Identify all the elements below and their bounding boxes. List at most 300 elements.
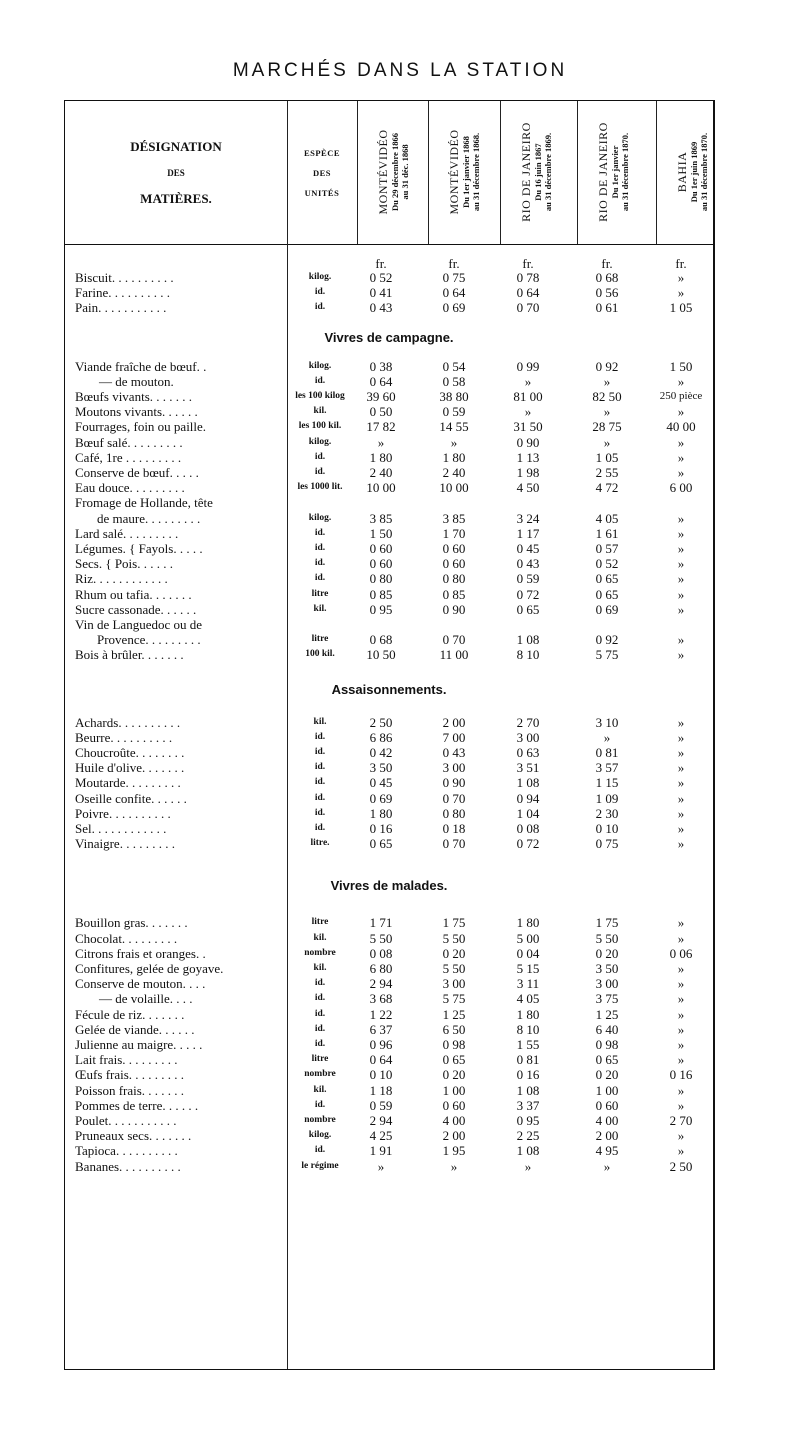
- location-header-text: [675, 105, 709, 239]
- item-name: Tapioca. . . . . . . . . .: [75, 1143, 178, 1159]
- item-name: Moutarde. . . . . . . . .: [75, 775, 181, 791]
- price-value: 0 60: [442, 541, 466, 556]
- location-date-from: Du 1er janvier 1868: [461, 136, 471, 208]
- price-value: 1 17: [516, 525, 540, 541]
- price-value: 1 80: [516, 915, 540, 931]
- price-value: 0 63: [516, 745, 540, 760]
- price-value: 0 70: [516, 300, 540, 316]
- price-value: 4 00: [595, 1113, 619, 1128]
- price-value: 3 50: [369, 760, 393, 776]
- price-value: 2 00: [442, 714, 466, 730]
- item-name: Vin de Languedoc ou de: [75, 617, 203, 632]
- item-name: Bouillon gras. . . . . . .: [75, 915, 188, 931]
- table-row: [65, 1098, 713, 1113]
- item-name: Secs. { Pois. . . . . .: [75, 556, 173, 572]
- price-value: 0 65: [442, 1052, 466, 1068]
- price-value: »: [677, 285, 685, 301]
- price-value: 0 64: [369, 373, 393, 389]
- price-value: »: [677, 525, 685, 541]
- item-name: Sel. . . . . . . . . . . .: [75, 821, 167, 836]
- price-value: 0 64: [369, 1052, 393, 1068]
- price-value: 3 00: [442, 976, 466, 992]
- item-name: Fromage de Hollande, tête: [75, 495, 213, 511]
- item-name: Moutons vivants. . . . . .: [75, 404, 198, 420]
- price-value: 0 54: [442, 358, 466, 374]
- item-unit: id.: [314, 823, 326, 833]
- item-unit: litre: [311, 1054, 329, 1065]
- table-row: [65, 915, 713, 930]
- price-value: »: [603, 434, 611, 450]
- price-value: 0 10: [369, 1067, 393, 1083]
- item-name: Poisson frais. . . . . . .: [75, 1082, 185, 1098]
- price-value: 0 69: [369, 790, 393, 806]
- price-value: »: [377, 434, 385, 450]
- price-value: 2 50: [369, 714, 393, 730]
- price-value: »: [677, 1021, 685, 1037]
- item-unit: id.: [314, 558, 326, 569]
- table-row: [65, 821, 713, 836]
- price-value: »: [603, 1158, 611, 1174]
- unit-header: [287, 101, 357, 244]
- price-value: 4 05: [516, 991, 540, 1007]
- item-name: — de mouton.: [99, 373, 174, 389]
- item-unit: kil.: [313, 932, 327, 943]
- price-value: »: [677, 270, 685, 285]
- item-unit: id.: [314, 543, 326, 553]
- price-value: 0 08: [369, 945, 393, 961]
- price-value: 0 38: [369, 358, 393, 374]
- table-row: [65, 285, 713, 300]
- item-unit: kil.: [313, 963, 327, 973]
- price-value: »: [677, 601, 685, 617]
- price-value: »: [524, 373, 532, 389]
- price-value: 0 99: [516, 358, 540, 374]
- item-unit: kilog.: [308, 1130, 332, 1141]
- price-value: 1 08: [516, 1082, 540, 1098]
- location-date-from: Du 1er juin 1869: [689, 141, 699, 203]
- price-value: »: [603, 404, 611, 420]
- price-value: 0 69: [595, 601, 619, 617]
- price-value: »: [677, 821, 685, 836]
- price-value: 6 00: [669, 480, 693, 496]
- price-value: 1 80: [516, 1006, 540, 1022]
- item-name: Café, 1re . . . . . . . . .: [75, 449, 182, 465]
- item-name: Pain. . . . . . . . . . .: [75, 300, 167, 316]
- price-value: 250 pièce: [659, 390, 703, 402]
- price-value: 2 94: [369, 1113, 393, 1128]
- price-value: 0 43: [442, 745, 466, 760]
- price-value: »: [677, 790, 685, 806]
- price-value: 1 05: [595, 449, 619, 465]
- price-value: 1 80: [442, 449, 466, 465]
- location-header-2: [443, 105, 485, 239]
- location-date-to: au 31 décembre 1870.: [699, 132, 709, 212]
- price-value: »: [677, 541, 685, 556]
- price-value: 1 25: [595, 1006, 619, 1022]
- price-value: 0 43: [516, 556, 540, 572]
- price-value: 0 78: [516, 270, 540, 285]
- price-value: »: [677, 729, 685, 745]
- price-value: 28 75: [592, 419, 622, 435]
- price-value: »: [677, 961, 685, 976]
- price-value: 2 40: [369, 465, 393, 480]
- price-value: 14 55: [439, 419, 469, 435]
- table-row: [65, 1007, 713, 1022]
- price-value: 0 04: [516, 945, 540, 961]
- item-name: Vinaigre. . . . . . . . .: [75, 836, 175, 852]
- price-value: 4 72: [595, 480, 619, 496]
- item-name: Conserve de mouton. . . .: [75, 976, 206, 992]
- item-name: Sucre cassonade. . . . . .: [75, 601, 197, 617]
- table-row: [65, 556, 713, 571]
- item-name: Achards. . . . . . . . . .: [75, 714, 181, 730]
- location-date-from: Du 29 décembre 1866: [390, 133, 400, 211]
- price-value: »: [677, 556, 685, 572]
- price-value: 6 37: [369, 1021, 393, 1037]
- table-row: [65, 745, 713, 760]
- price-value: »: [677, 586, 685, 602]
- location-header-4: [592, 105, 634, 239]
- price-value: 1 13: [516, 449, 540, 465]
- item-name: Fécule de riz. . . . . . .: [75, 1006, 185, 1022]
- price-value: 4 50: [516, 480, 540, 496]
- price-value: 0 85: [369, 586, 393, 602]
- price-value: 0 85: [442, 586, 466, 602]
- item-name: Bois à brûler. . . . . . .: [75, 647, 184, 663]
- price-value: 2 25: [516, 1128, 540, 1144]
- item-unit: id.: [314, 302, 326, 313]
- table-row: [65, 647, 713, 662]
- price-value: 8 10: [516, 1021, 540, 1037]
- price-value: 2 70: [669, 1113, 693, 1128]
- price-value: »: [677, 1006, 685, 1022]
- price-value: 0 64: [442, 285, 466, 301]
- price-value: 0 98: [595, 1037, 619, 1052]
- price-value: 0 95: [369, 601, 393, 617]
- item-name: Citrons frais et oranges. .: [75, 945, 206, 961]
- price-value: 3 37: [516, 1097, 540, 1113]
- price-value: 6 50: [442, 1021, 466, 1037]
- price-value: 3 51: [516, 760, 540, 776]
- table-row: [65, 465, 713, 480]
- item-unit: id.: [314, 747, 326, 757]
- price-value: 5 50: [442, 961, 466, 976]
- price-value: »: [677, 1097, 685, 1113]
- item-unit: kil.: [313, 716, 327, 727]
- location-date-to: au 31 décembre 1868.: [471, 132, 481, 212]
- price-value: 1 18: [369, 1082, 393, 1098]
- table-row: [65, 617, 713, 632]
- table-row: [65, 300, 713, 315]
- price-value: 0 92: [595, 632, 619, 648]
- price-value: 0 08: [516, 821, 540, 836]
- price-value: »: [677, 1082, 685, 1098]
- price-value: »: [677, 647, 685, 663]
- item-name: Poulet. . . . . . . . . . .: [75, 1113, 177, 1128]
- price-value: 0 56: [595, 285, 619, 301]
- price-value: 0 45: [516, 541, 540, 556]
- designation-header-line-1: DÉSIGNATION: [130, 138, 222, 154]
- price-value: 1 50: [369, 525, 393, 541]
- price-value: 0 57: [595, 541, 619, 556]
- currency-row: [65, 256, 713, 270]
- item-unit: litre: [311, 917, 329, 928]
- price-value: 0 90: [442, 601, 466, 617]
- item-unit: id.: [314, 1023, 326, 1034]
- item-unit: kilog.: [308, 512, 332, 523]
- location-date-to: au 31 décembre 1869.: [543, 132, 553, 212]
- price-value: »: [677, 836, 685, 852]
- price-value: 0 92: [595, 358, 619, 374]
- table-row: [65, 270, 713, 285]
- price-value: 0 45: [369, 775, 393, 791]
- price-value: 0 80: [442, 571, 466, 587]
- price-value: 0 61: [595, 300, 619, 316]
- price-value: 38 80: [439, 389, 469, 404]
- item-name: Conserve de bœuf. . . . .: [75, 465, 199, 480]
- price-value: 1 08: [516, 1143, 540, 1159]
- price-value: 0 68: [369, 632, 393, 648]
- price-value: 5 75: [595, 647, 619, 663]
- item-name: Chocolat. . . . . . . . .: [75, 930, 178, 946]
- price-value: 0 68: [595, 270, 619, 285]
- item-unit: les 100 kilog: [295, 391, 345, 401]
- price-value: 0 72: [516, 836, 540, 852]
- location-header-5: [671, 105, 713, 239]
- price-value: 2 00: [442, 1128, 466, 1144]
- item-name: Bœuf salé. . . . . . . . .: [75, 434, 183, 450]
- location-name: MONTÉVIDÉO: [376, 129, 390, 215]
- table-row: [65, 495, 713, 510]
- price-value: 1 75: [442, 915, 466, 931]
- designation-header-line-3: MATIÈRES.: [140, 190, 212, 206]
- price-value: 0 90: [516, 434, 540, 450]
- item-unit: nombre: [304, 1115, 336, 1125]
- price-value: 1 55: [516, 1037, 540, 1052]
- location-date-from: Du 16 juin 1867: [533, 143, 543, 201]
- price-value: 1 91: [369, 1143, 393, 1159]
- item-unit: id.: [314, 451, 326, 462]
- price-value: 1 22: [369, 1006, 393, 1022]
- price-value: 3 85: [369, 510, 393, 526]
- item-name: Biscuit. . . . . . . . . .: [75, 270, 174, 285]
- price-value: 4 05: [595, 510, 619, 526]
- price-value: 3 68: [369, 991, 393, 1007]
- price-value: »: [677, 1037, 685, 1052]
- price-value: »: [677, 404, 685, 420]
- column-divider-loc-5: [656, 101, 657, 244]
- price-value: 3 00: [516, 729, 540, 745]
- price-value: »: [677, 991, 685, 1007]
- table-row: [65, 450, 713, 465]
- price-value: »: [677, 714, 685, 730]
- price-value: »: [377, 1158, 385, 1174]
- section-title: Assaisonnements.: [331, 682, 447, 698]
- item-name: Julienne au maigre. . . . .: [75, 1037, 203, 1052]
- price-value: 5 50: [442, 930, 466, 946]
- item-unit: id.: [314, 993, 326, 1004]
- table-row: [65, 775, 713, 790]
- price-value: 2 50: [669, 1158, 693, 1174]
- page-title: MARCHÉS DANS LA STATION: [232, 60, 568, 81]
- column-divider-loc-3: [500, 101, 501, 244]
- price-value: 0 20: [442, 1067, 466, 1083]
- price-value: 2 00: [595, 1128, 619, 1144]
- price-value: 0 90: [442, 775, 466, 791]
- price-value: 1 70: [442, 525, 466, 541]
- price-value: »: [677, 745, 685, 760]
- table-row: [65, 526, 713, 541]
- price-value: 5 00: [516, 930, 540, 946]
- location-header-text: [376, 105, 410, 239]
- price-value: 7 00: [442, 729, 466, 745]
- price-value: »: [677, 976, 685, 992]
- designation-header-line-2: DES: [167, 167, 185, 178]
- price-value: 0 70: [442, 632, 466, 648]
- price-value: 1 80: [369, 449, 393, 465]
- item-unit: les 100 kil.: [298, 421, 342, 432]
- item-unit: id.: [314, 1145, 326, 1156]
- price-value: 1 61: [595, 525, 619, 541]
- price-value: »: [677, 465, 685, 480]
- unit-header-line-2: DES: [312, 167, 332, 178]
- price-value: 0 41: [369, 285, 393, 301]
- location-header-3: [515, 105, 557, 239]
- location-date-to: au 31 déc. 1868: [400, 144, 410, 200]
- price-value: 0 59: [516, 571, 540, 587]
- location-date-from: Du 1er janvier: [610, 145, 620, 199]
- price-value: 6 80: [369, 961, 393, 976]
- location-name: MONTÉVIDÉO: [447, 129, 461, 215]
- price-value: 2 70: [516, 714, 540, 730]
- location-name: RIO DE JANEIRO: [519, 122, 533, 222]
- price-value: 3 75: [595, 991, 619, 1007]
- item-unit: le régime: [301, 1160, 339, 1171]
- price-value: 1 75: [595, 915, 619, 931]
- item-name: — de volaille. . . .: [99, 991, 193, 1007]
- price-value: 6 86: [369, 729, 393, 745]
- table-row: [65, 602, 713, 617]
- price-value: 11 00: [439, 647, 469, 663]
- price-value: 0 20: [595, 945, 619, 961]
- price-value: 82 50: [592, 389, 622, 404]
- price-value: 2 30: [595, 805, 619, 821]
- section-title: Vivres de malades.: [330, 877, 448, 893]
- location-header-text: [519, 105, 553, 239]
- table-row: [65, 991, 713, 1006]
- item-name: Provence. . . . . . . . .: [97, 632, 201, 648]
- table-row: [65, 806, 713, 821]
- price-value: 0 75: [595, 836, 619, 852]
- price-value: 0 70: [442, 790, 466, 806]
- price-value: 6 40: [595, 1021, 619, 1037]
- price-value: 0 75: [442, 270, 466, 285]
- price-value: »: [677, 510, 685, 526]
- item-unit: nombre: [304, 1069, 336, 1080]
- table-row: [65, 1159, 713, 1174]
- price-value: 10 00: [366, 480, 396, 496]
- price-value: 10 50: [366, 647, 396, 663]
- price-value: 2 55: [595, 465, 619, 480]
- price-value: 0 80: [369, 571, 393, 587]
- price-value: »: [450, 1158, 458, 1174]
- price-value: 0 60: [595, 1097, 619, 1113]
- item-unit: kilog.: [308, 272, 332, 282]
- table-row: [65, 1128, 713, 1143]
- price-value: 0 16: [669, 1067, 693, 1083]
- price-value: 0 72: [516, 586, 540, 602]
- price-value: 0 60: [442, 1097, 466, 1113]
- header-divider: [65, 244, 713, 245]
- price-value: 40 00: [666, 419, 696, 435]
- price-value: 0 58: [442, 373, 466, 389]
- location-header-text: [447, 105, 481, 239]
- item-name: Eau douce. . . . . . . . .: [75, 480, 185, 496]
- item-unit: nombre: [304, 947, 336, 958]
- price-value: »: [677, 775, 685, 791]
- price-value: 5 15: [516, 961, 540, 976]
- price-value: 1 09: [595, 790, 619, 806]
- item-name: Rhum ou tafia. . . . . . .: [75, 586, 192, 602]
- table-row: [65, 931, 713, 946]
- table-row: [65, 961, 713, 976]
- price-value: 81 00: [513, 389, 543, 404]
- price-value: 0 65: [595, 571, 619, 587]
- item-unit: id.: [314, 375, 326, 386]
- item-name: Gelée de viande. . . . . .: [75, 1021, 195, 1037]
- item-name: Oseille confite. . . . . .: [75, 790, 187, 806]
- item-name: Pommes de terre. . . . . .: [75, 1097, 199, 1113]
- price-value: 3 00: [595, 976, 619, 992]
- price-value: 0 64: [516, 285, 540, 301]
- table-row: [65, 1052, 713, 1067]
- table-row: [65, 1037, 713, 1052]
- price-value: 0 65: [369, 836, 393, 852]
- column-divider-loc-1: [357, 101, 358, 244]
- item-unit: les 1000 lit.: [297, 482, 343, 493]
- price-value: 5 50: [595, 930, 619, 946]
- currency-label: fr.: [375, 256, 387, 271]
- item-name: Lard salé. . . . . . . . .: [75, 525, 179, 541]
- item-unit: 100 kil.: [305, 649, 335, 660]
- item-name: Bananes. . . . . . . . . .: [75, 1158, 181, 1174]
- item-unit: id.: [314, 777, 326, 788]
- item-unit: id.: [314, 792, 326, 803]
- table-row: [65, 419, 713, 434]
- price-value: 0 94: [516, 790, 540, 806]
- item-unit: kil.: [313, 1084, 327, 1095]
- price-value: 1 04: [516, 805, 540, 821]
- price-value: 0 16: [369, 821, 393, 836]
- price-value: 3 00: [442, 760, 466, 776]
- price-value: »: [677, 632, 685, 648]
- price-value: »: [677, 571, 685, 587]
- price-value: »: [677, 1128, 685, 1144]
- item-unit: id.: [314, 978, 326, 989]
- item-name: Choucroûte. . . . . . . .: [75, 745, 185, 760]
- table-row: [65, 571, 713, 586]
- price-value: 0 80: [442, 805, 466, 821]
- price-value: 1 50: [669, 358, 693, 374]
- price-value: 3 57: [595, 760, 619, 776]
- price-value: 0 81: [595, 745, 619, 760]
- column-divider-loc-4: [577, 101, 578, 244]
- item-unit: id.: [314, 807, 326, 818]
- price-value: »: [677, 373, 685, 389]
- location-header-1: [372, 105, 414, 239]
- price-value: 0 96: [369, 1037, 393, 1052]
- item-name: Riz. . . . . . . . . . . .: [75, 571, 168, 587]
